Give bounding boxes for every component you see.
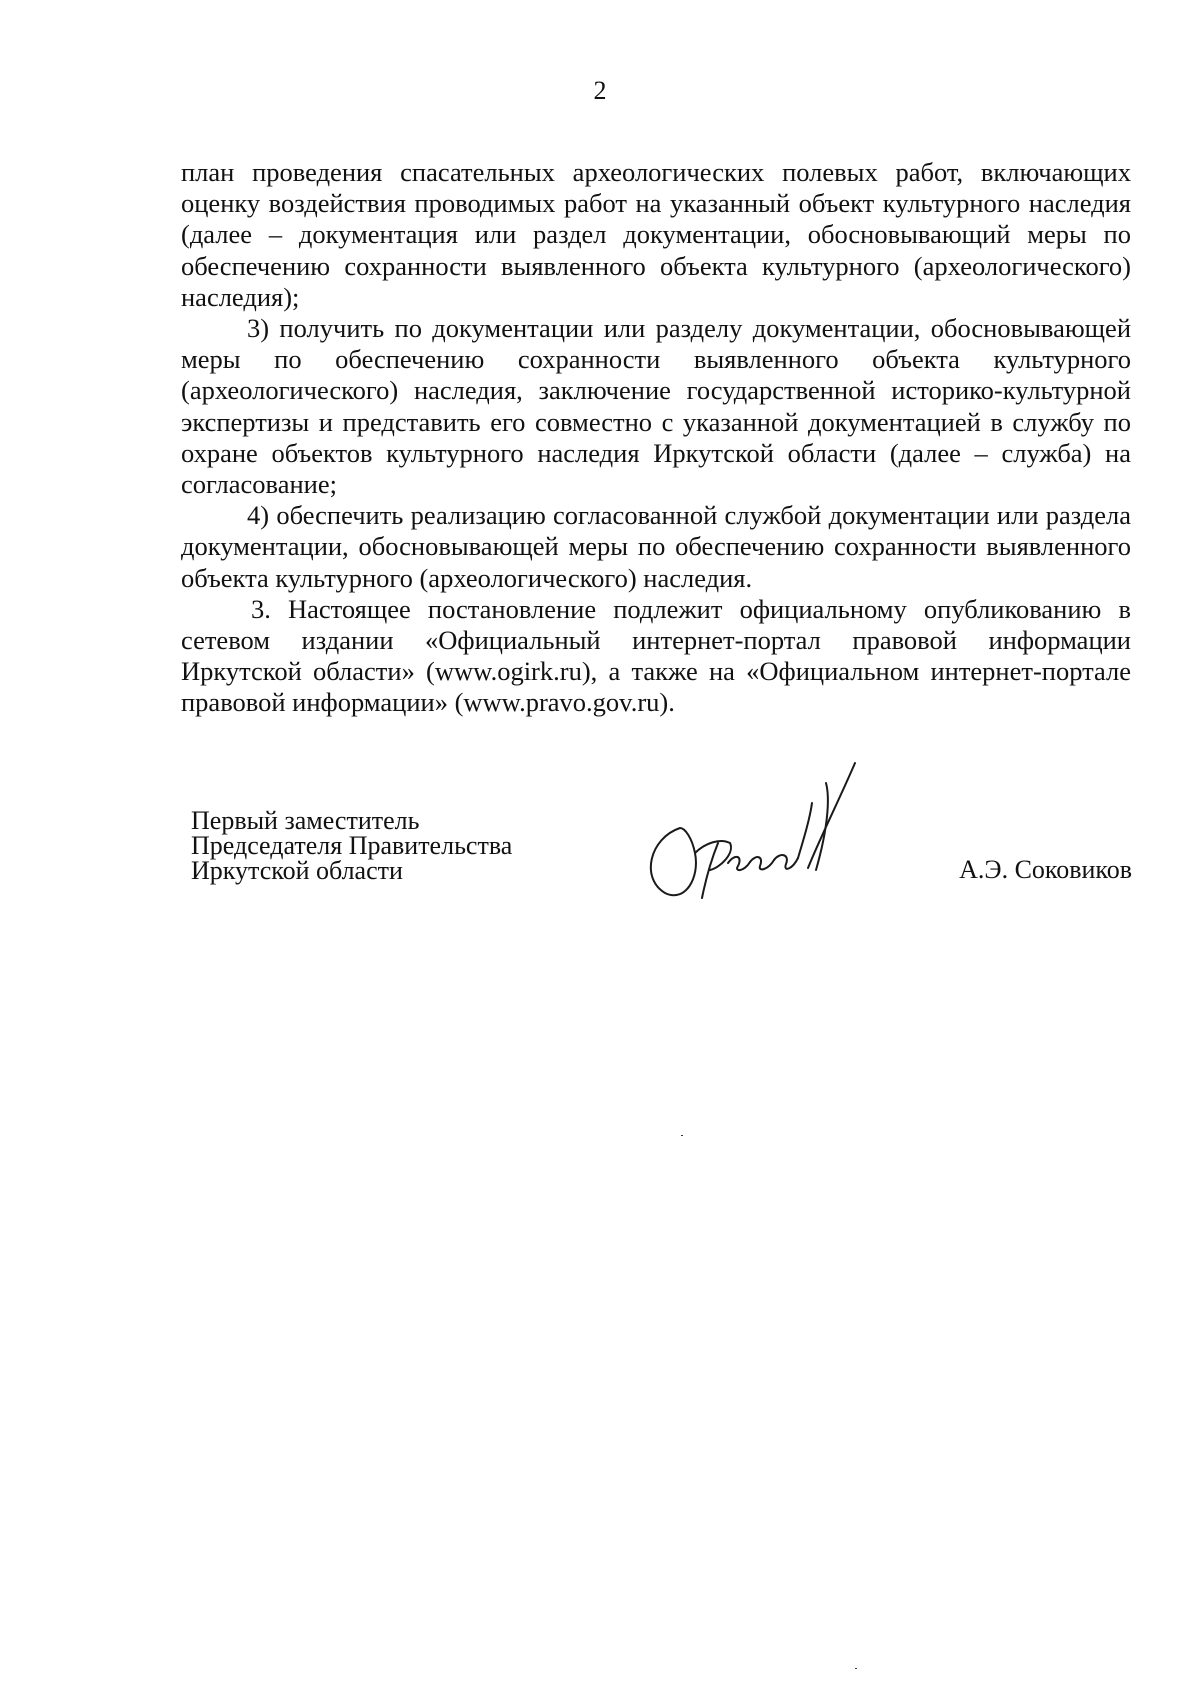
handwritten-signature (640, 758, 880, 908)
document-body (181, 157, 1131, 719)
paragraph-continuation: план проведения спасательных археологических полевых работ, включающих оценку воздействия проводимых работ на указанный объект культурного наследия (далее – документация или раздел документации, обосновывающий меры по обеспечению сохранности выявленного объекта культурного (археологического) наследия); (181, 157, 1131, 312)
paragraph-item-4: 4) обеспечить реализацию согласованной службой документации или раздела документации, обосновывающей меры по обеспечению сохранности выявленного объекта культурного (археологического) наследия. (181, 500, 1131, 593)
scan-speck (855, 1668, 857, 1669)
paragraph-clause-3: 3. Настоящее постановление подлежит официальному опубликованию в сетевом издании «Официальный интернет-портал правовой информации Иркутской области» (www.ogirk.ru), а также на «Официальном интернет-портале правовой информации» (www.pravo.gov.ru). (181, 593, 1131, 718)
signatory-position (191, 808, 512, 883)
scan-speck (681, 1135, 683, 1136)
page-number: 2 (593, 76, 607, 105)
position-line: Иркутской области (191, 856, 403, 885)
signer-name: А.Э. Соковиков (959, 855, 1132, 884)
position-line: Первый заместитель (191, 806, 420, 835)
paragraph-item-3: 3) получить по документации или разделу документации, обосновывающей меры по обеспечению сохранности выявленного объекта культурного (археологического) наследия, заключение государственной историко-культурной экспертизы и представить его совместно с указанной документацией в службу по охране объектов культурного наследия Иркутской области (далее – служба) на согласование; (181, 313, 1131, 500)
position-line: Председателя Правительства (191, 831, 513, 860)
